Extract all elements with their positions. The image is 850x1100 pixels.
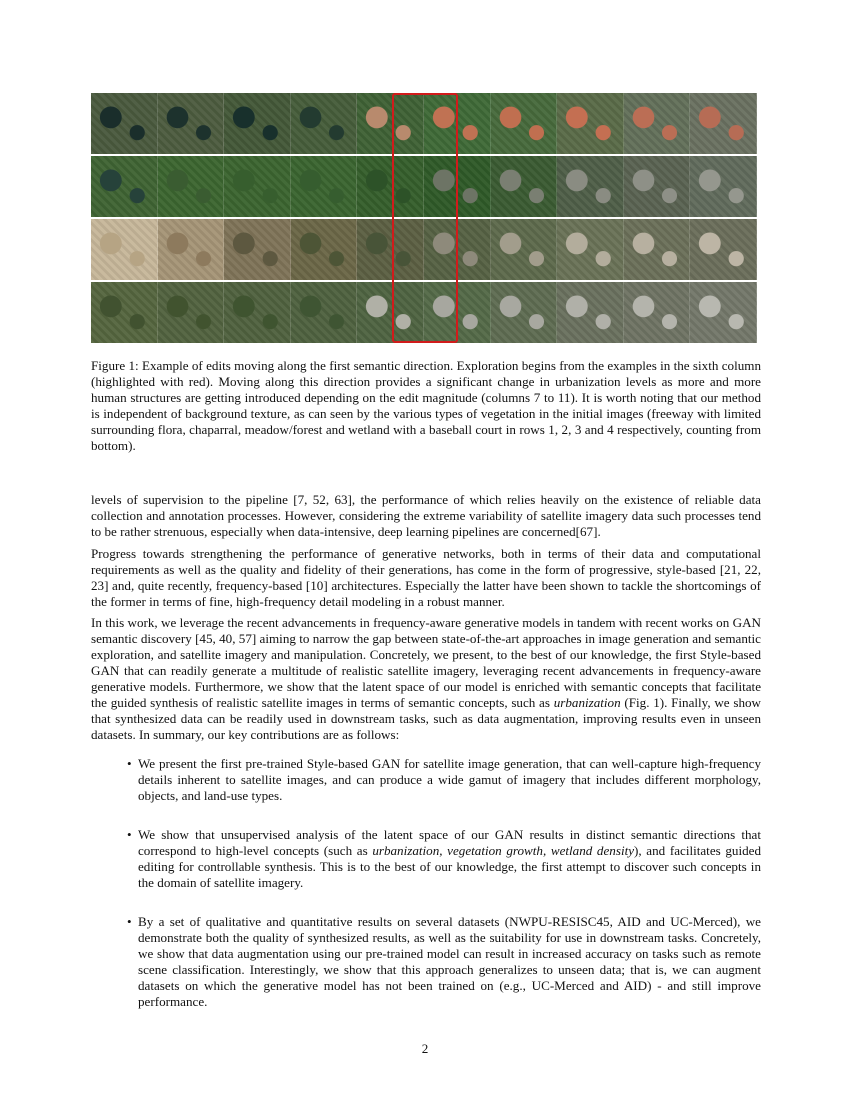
- satellite-tile: [624, 93, 691, 154]
- contributions-list: [91, 756, 761, 1010]
- contribution-text-1: We present the first pre-trained Style-based GAN for satellite image generation, that can well-capture high-frequency details inherent to satellite images, and can produce a wide gamut of imagery that includes different morphology, objects, and land-use types.: [138, 756, 761, 803]
- satellite-tile: [291, 156, 358, 217]
- satellite-tile: [491, 282, 558, 343]
- paragraph-3-text-a: In this work, we leverage the recent advancements in frequency-aware generative models in tandem with recent works on GAN semantic discovery [45, 40, 57] aiming to narrow the gap between state-of-the-art approaches in image generation and semantic exploration, and satellite imagery and manipulation. Concretely, we present, to the best of our knowledge, the first Style-based GAN that can readily generate a multitude of realistic satellite imagery, leveraging recent advancements in frequency-aware generative models. Furthermore, we show that the latent space of our model is enriched with semantic concepts that facilitate the guided synthesis of realistic satellite images in terms of semantic concepts, such as: [91, 615, 761, 710]
- satellite-tile: [424, 282, 491, 343]
- satellite-tile: [424, 93, 491, 154]
- satellite-tile: [158, 156, 225, 217]
- satellite-tile: [424, 219, 491, 280]
- satellite-tile: [491, 156, 558, 217]
- contribution-text-2b: ), and facilitates guided editing for controllable synthesis. This is to the best of our knowledge, the first attempt to discover such concepts in the domain of satellite imagery.: [138, 843, 761, 890]
- satellite-tile: [224, 156, 291, 217]
- page-number: 2: [421, 1041, 429, 1056]
- paragraph-3-text-b: (Fig. 1). Finally, we show that synthesized data can be readily used in downstream tasks, such as data augmentation, improving results even in unseen datasets. In summary, our key contributions are as follows:: [91, 695, 761, 742]
- contribution-text-3: By a set of qualitative and quantitative results on several datasets (NWPU-RESISC45, AID and UC-Merced), we demonstrate both the quality of synthesized results, as well as the suitability for use in downstream tasks. Concretely, we show that data augmentation using our pre-trained model can result in increased accuracy on tasks such as remote scene classification. Interestingly, we show that this approach generalizes to unseen data; that is, we can augment datasets on which the generative model has not been trained on (e.g., UC-Merced and AID) - and still improve performance.: [138, 914, 761, 1009]
- satellite-tile: [557, 93, 624, 154]
- satellite-tile: [690, 219, 757, 280]
- satellite-tile: [224, 282, 291, 343]
- satellite-tile: [357, 282, 424, 343]
- satellite-tile: [158, 219, 225, 280]
- paragraph-3-emphasis: urbanization: [553, 695, 621, 710]
- satellite-tile: [624, 282, 691, 343]
- satellite-tile: [91, 93, 158, 154]
- satellite-tile: [557, 219, 624, 280]
- figure-row-1: [91, 93, 757, 154]
- satellite-tile: [224, 219, 291, 280]
- bullet-mark: •: [127, 756, 132, 771]
- satellite-tile: [491, 93, 558, 154]
- satellite-tile: [690, 156, 757, 217]
- figure-row-3: [91, 219, 757, 280]
- contribution-text-2a: We show that unsupervised analysis of the latent space of our GAN results in distinct semantic directions that correspond to high-level concepts (such as: [138, 827, 761, 858]
- satellite-tile: [357, 93, 424, 154]
- satellite-tile: [491, 219, 558, 280]
- figure-row-4: [91, 282, 757, 343]
- satellite-tile: [91, 282, 158, 343]
- contribution-item-3: [91, 914, 761, 1010]
- satellite-tile: [357, 156, 424, 217]
- satellite-tile: [291, 93, 358, 154]
- satellite-tile: [291, 219, 358, 280]
- figure-1-image-grid: [91, 93, 757, 344]
- paragraph-1: levels of supervision to the pipeline [7, 52, 63], the performance of which relies heavily on the existence of reliable data collection and annotation processes. However, considering the extreme variability of satellite imagery data such processes tend to be rather strenuous, especially when data-intensive, deep learning pipelines are concerned[67].: [91, 492, 761, 539]
- satellite-tile: [624, 156, 691, 217]
- satellite-tile: [690, 282, 757, 343]
- satellite-tile: [424, 156, 491, 217]
- satellite-tile: [357, 219, 424, 280]
- bullet-mark: •: [127, 827, 132, 842]
- contribution-emphasis-2: urbanization, vegetation growth, wetland density: [372, 843, 635, 858]
- satellite-tile: [291, 282, 358, 343]
- figure-row-2: [91, 156, 757, 217]
- contribution-item-2: [91, 827, 761, 891]
- satellite-tile: [557, 156, 624, 217]
- satellite-tile: [224, 93, 291, 154]
- satellite-tile: [624, 219, 691, 280]
- satellite-tile: [91, 156, 158, 217]
- paragraph-2: Progress towards strengthening the performance of generative networks, both in terms of their data and computational requirements as well as the quality and fidelity of their generations, has come in the form of progressive, style-based [21, 22, 23] and, quite recently, frequency-based [10] architectures. Especially the latter have been shown to tackle the shortcomings of the former in terms of fine, high-frequency detail modeling in a robust manner.: [91, 546, 761, 609]
- paragraph-3: [91, 615, 761, 743]
- satellite-tile: [91, 219, 158, 280]
- contribution-item-1: [91, 756, 761, 804]
- satellite-tile: [690, 93, 757, 154]
- satellite-tile: [158, 93, 225, 154]
- figure-caption: Figure 1: Example of edits moving along the first semantic direction. Exploration begins from the examples in the sixth column (highlighted with red). Moving along this direction provides a significant change in urbanization levels as more and more human structures are getting introduced depending on the edit magnitude (columns 7 to 11). It is worth noting that our method is independent of background texture, as can seen by the various types of vegetation in the initial images (freeway with limited surrounding flora, chaparral, meadow/forest and wetland with a baseball court in rows 1, 2, 3 and 4 respectively, counting from bottom).: [91, 358, 761, 453]
- satellite-tile: [557, 282, 624, 343]
- bullet-mark: •: [127, 914, 132, 929]
- satellite-tile: [158, 282, 225, 343]
